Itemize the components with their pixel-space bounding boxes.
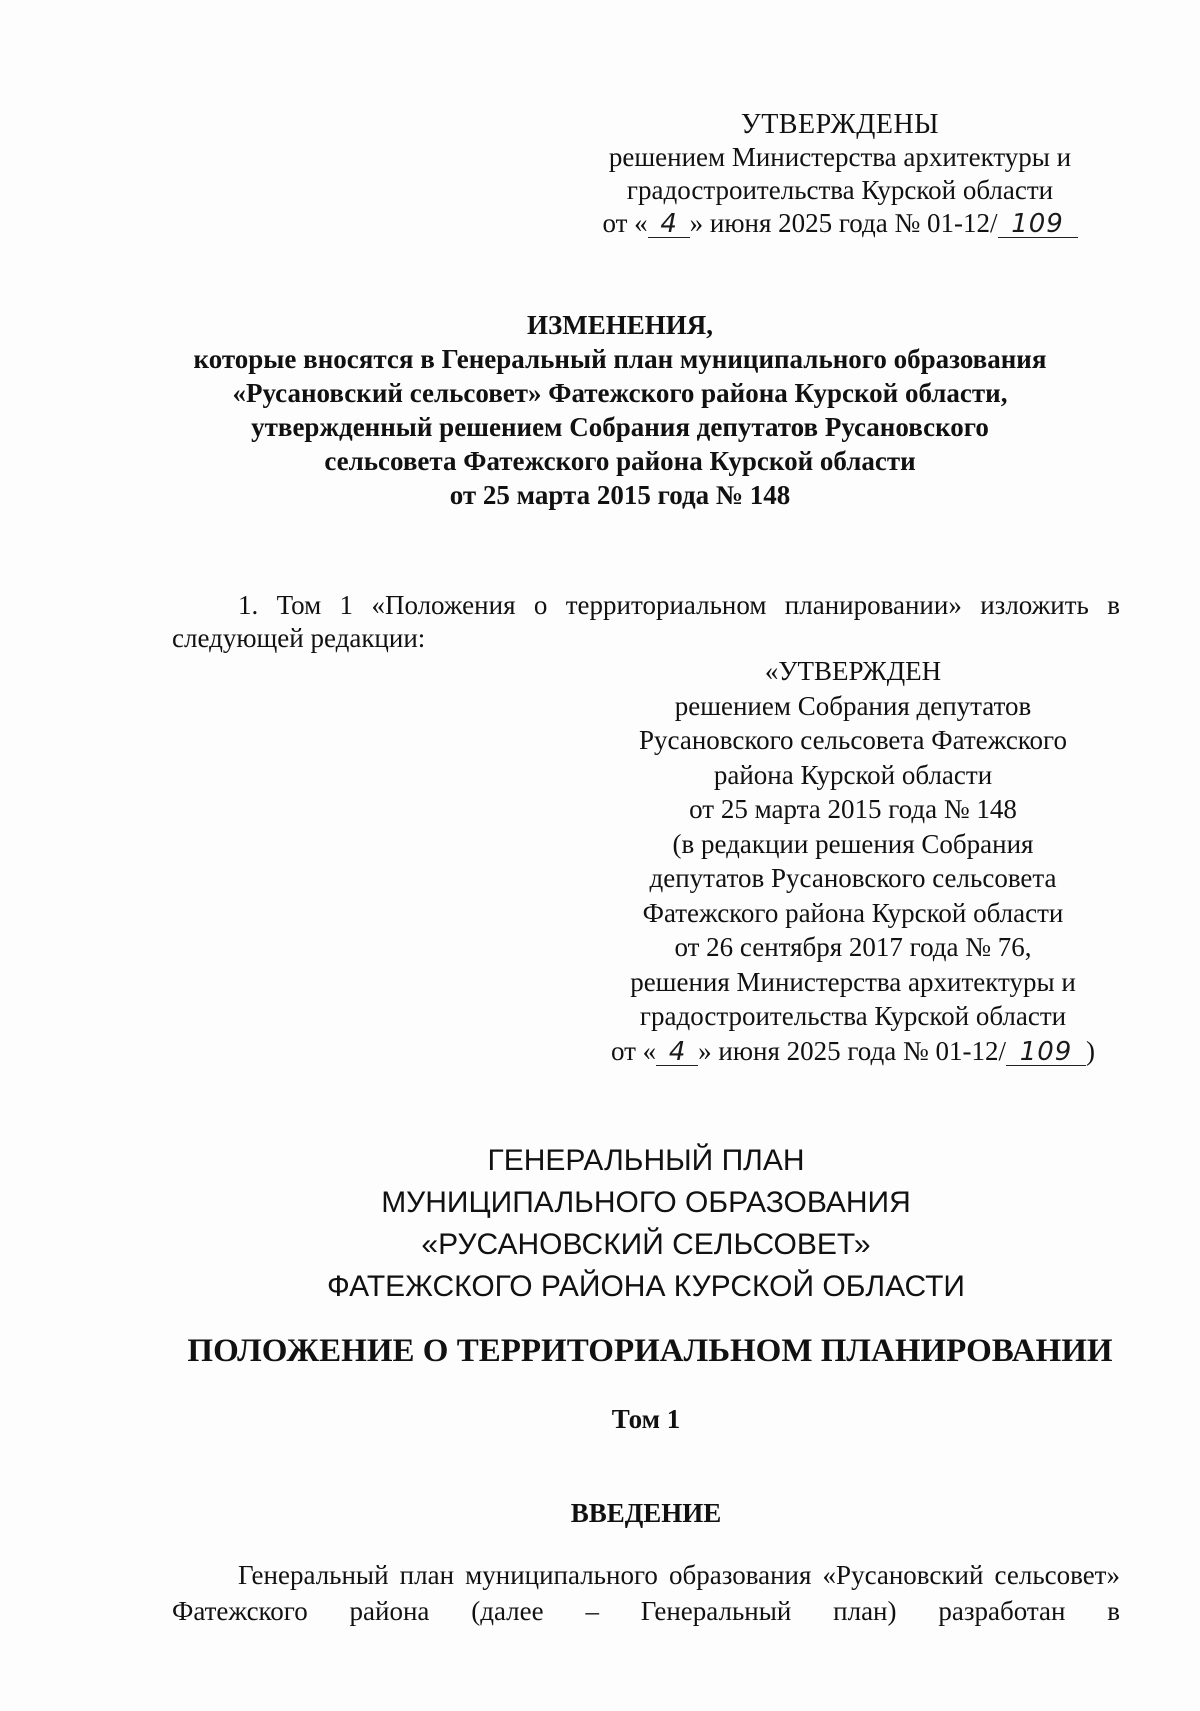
plan-title-line: МУНИЦИПАЛЬНОГО ОБРАЗОВАНИЯ xyxy=(381,1186,911,1219)
approval-line: решением Собрания депутатов xyxy=(674,690,1032,721)
approval-stamp-inner xyxy=(588,654,1118,1068)
changes-title-block xyxy=(100,308,1140,512)
approval-stamp-top xyxy=(560,108,1120,240)
approval-date-line xyxy=(560,207,1120,240)
approval-line: от 26 сентября 2017 года № 76, xyxy=(674,932,1032,962)
handwritten-day: 4 xyxy=(648,211,690,238)
approval-line: (в редакции решения Собрания xyxy=(672,828,1034,859)
plan-title-line: «РУСАНОВСКИЙ СЕЛЬСОВЕТ» xyxy=(421,1228,871,1261)
plan-title-line: ФАТЕЖСКОГО РАЙОНА КУРСКОЙ ОБЛАСТИ xyxy=(327,1270,965,1303)
changes-line: сельсовета Фатежского района Курской области xyxy=(324,446,916,476)
introduction-heading: ВВЕДЕНИЕ xyxy=(570,1498,722,1528)
changes-line: «Русановский сельсовет» Фатежского района Курской области, xyxy=(232,378,1008,408)
date-prefix: от « xyxy=(610,1035,657,1066)
date-middle: » июня 2025 года № 01-12/ xyxy=(689,208,998,238)
volume-title: Том 1 xyxy=(611,1404,681,1434)
changes-heading: ИЗМЕНЕНИЯ, xyxy=(526,310,713,340)
handwritten-doc-number: 109 xyxy=(998,211,1078,238)
changes-line: которые вносятся в Генеральный план муниципального образования xyxy=(193,344,1047,374)
changes-line: от 25 марта 2015 года № 148 xyxy=(449,480,791,510)
changes-line: утвержденный решением Собрания депутатов Русановского xyxy=(251,412,989,442)
approval-line: решением Министерства архитектуры и xyxy=(608,142,1072,172)
approval-line: района Курской области xyxy=(713,759,993,790)
paragraph-volume-instruction: 1. Том 1 «Положения о территориальном планировании» изложить в следующей редакции: xyxy=(172,590,1120,653)
paragraph-introduction: Генеральный план муниципального образования «Русановский сельсовет» Фатежского района (далее – Генеральный план) разработан в xyxy=(172,1560,1120,1626)
approval-line: решения Министерства архитектуры и xyxy=(630,966,1076,997)
approval-heading: УТВЕРЖДЕНЫ xyxy=(740,109,940,140)
date-suffix: ) xyxy=(1086,1035,1096,1066)
approval-line: Русановского сельсовета Фатежского xyxy=(639,725,1067,755)
approval-line: депутатов Русановского сельсовета xyxy=(649,863,1057,893)
position-title: ПОЛОЖЕНИЕ О ТЕРРИТОРИАЛЬНОМ ПЛАНИРОВАНИИ xyxy=(187,1333,1113,1369)
date-middle: » июня 2025 года № 01-12/ xyxy=(698,1035,1007,1066)
approval-heading: «УТВЕРЖДЕН xyxy=(764,656,942,686)
approval-date-line xyxy=(588,1034,1118,1069)
approval-line: Фатежского района Курской области xyxy=(642,897,1064,928)
handwritten-doc-number: 109 xyxy=(1006,1039,1086,1066)
handwritten-day: 4 xyxy=(656,1039,698,1066)
approval-line: градостроительства Курской области xyxy=(626,175,1054,205)
approval-line: от 25 марта 2015 года № 148 xyxy=(689,794,1017,824)
date-prefix: от « xyxy=(602,208,648,238)
general-plan-title xyxy=(172,1140,1120,1308)
plan-title-line: ГЕНЕРАЛЬНЫЙ ПЛАН xyxy=(487,1144,805,1177)
approval-line: градостроительства Курской области xyxy=(639,1001,1067,1031)
